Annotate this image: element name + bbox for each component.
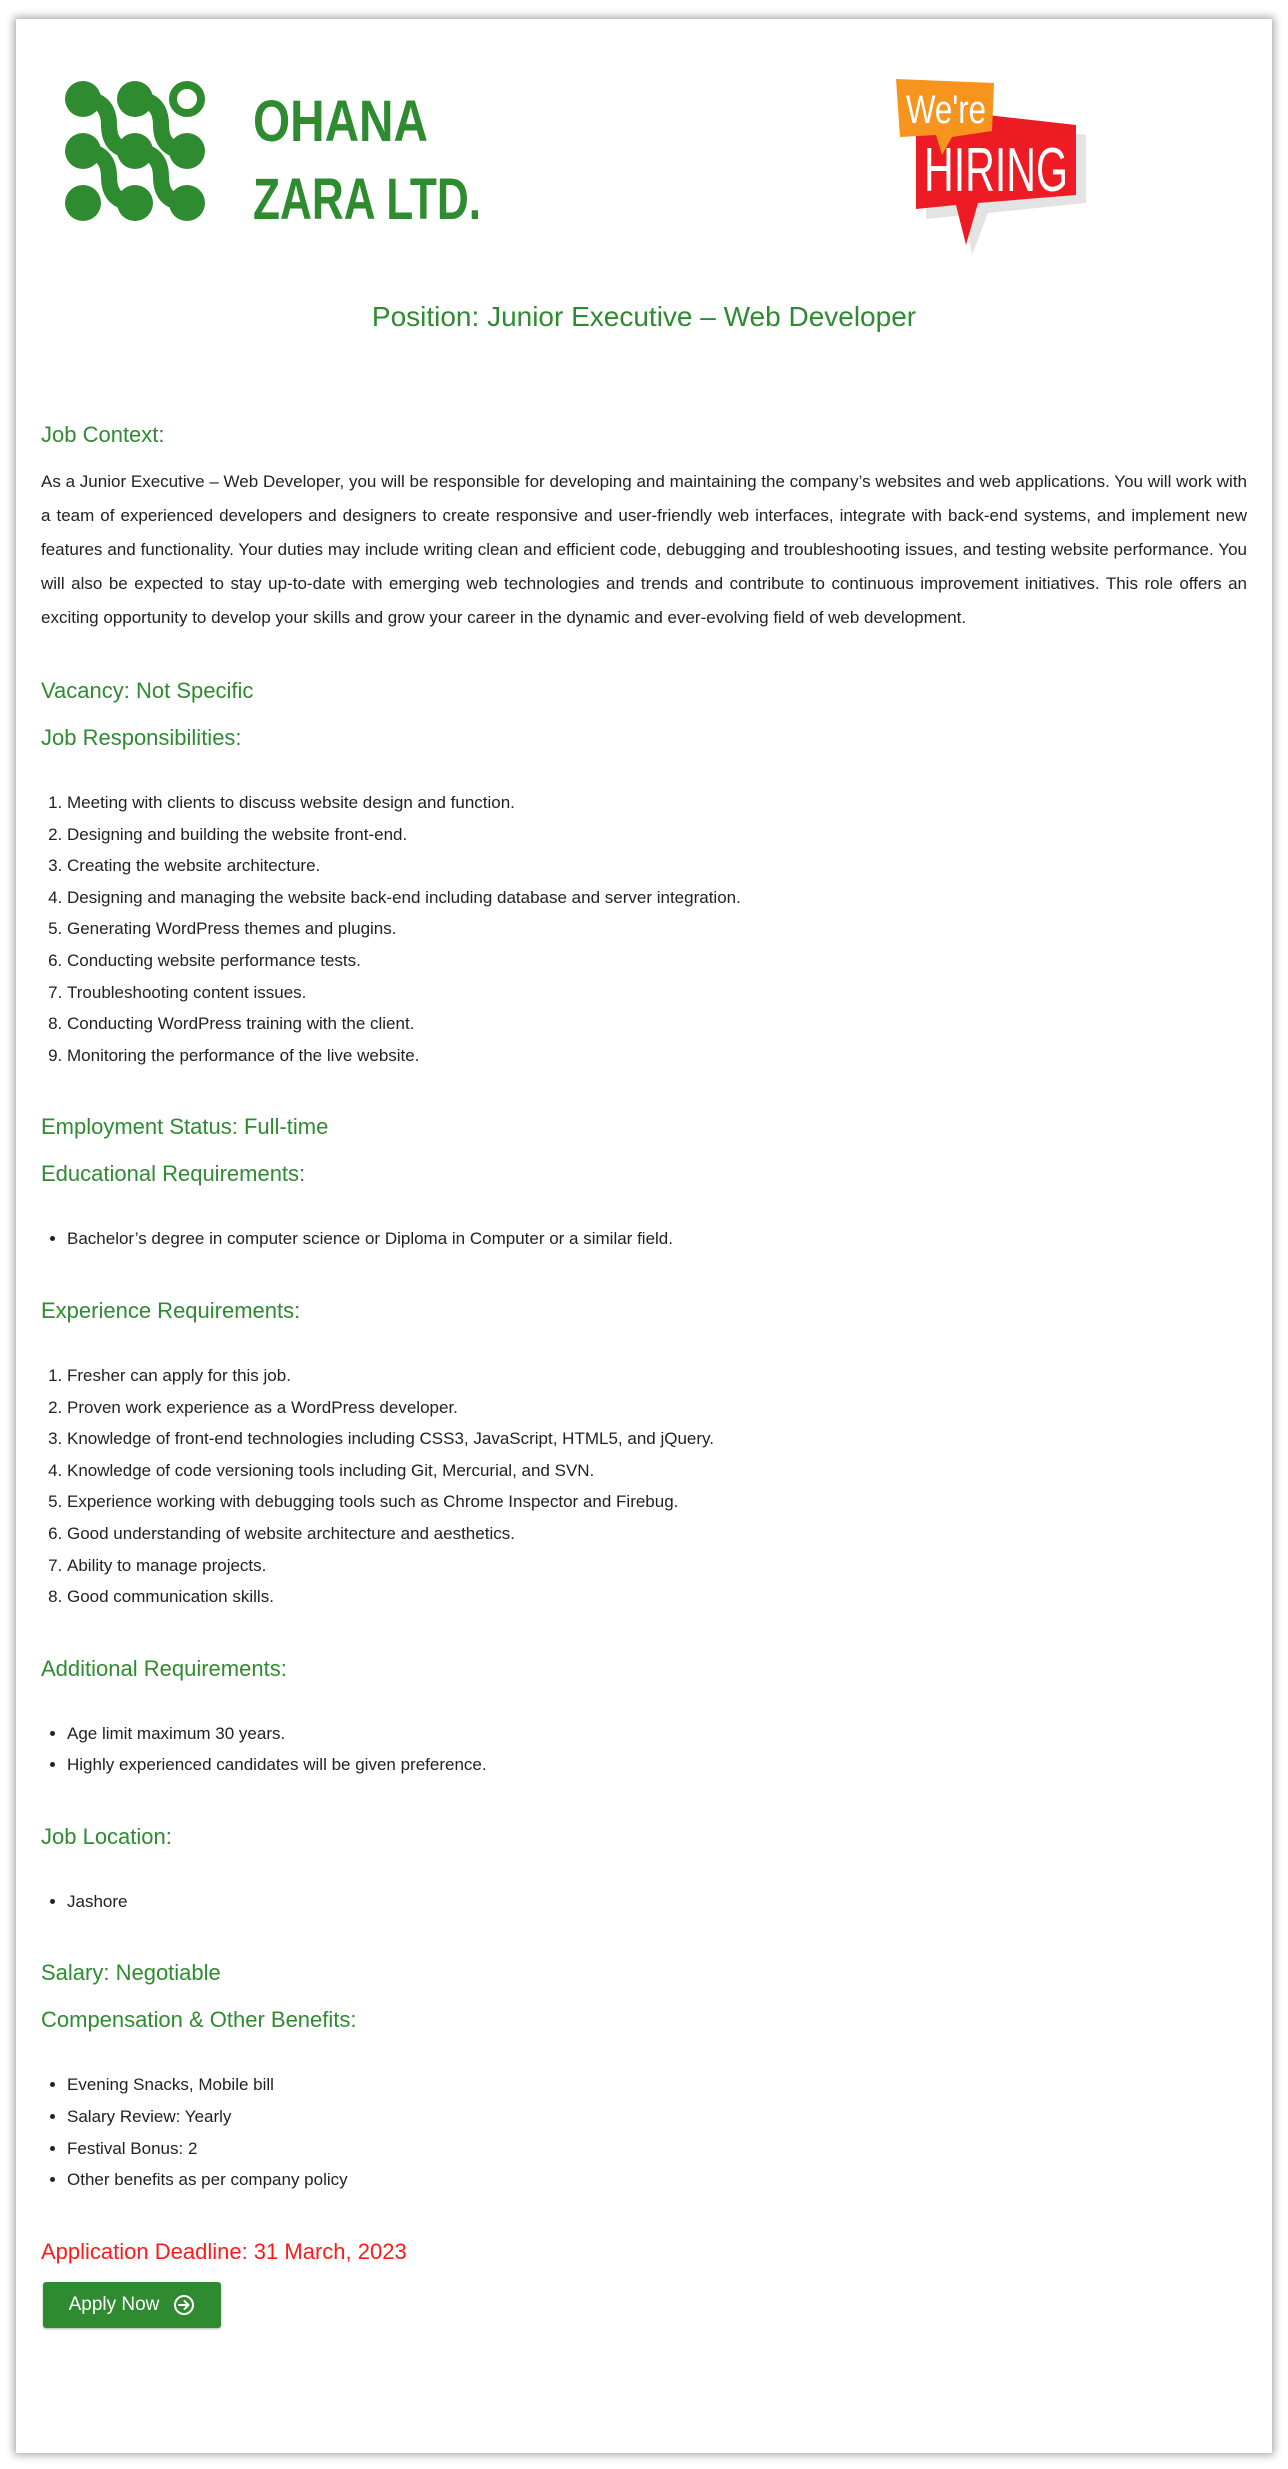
header	[16, 19, 1272, 259]
benefits-heading: Compensation & Other Benefits:	[41, 2007, 357, 2033]
list-item: 4. Designing and managing the website back-end including database and server integration.	[67, 882, 1247, 914]
location-section	[41, 1821, 1247, 1918]
job-context-text: As a Junior Executive – Web Developer, you will be responsible for developing and maintaining the company’s websites and web applications. You will work with a team of experienced developers and designers to create responsive and user-friendly web interfaces, integrate with back-end systems, and implement new features and functionality. Your duties may include writing clean and efficient code, debugging and troubleshooting issues, and testing website performance. You will also be expected to stay up-to-date with emerging web technologies and trends and contribute to continuous improvement initiatives. This role offers an exciting opportunity to develop your skills and grow your career in the dynamic and ever-evolving field of web development.	[41, 472, 1247, 627]
additional-section	[41, 1653, 1247, 1781]
list-item: • Evening Snacks, Mobile bill	[67, 2069, 1247, 2101]
experience-section	[41, 1295, 1247, 1613]
list-item: 3. Creating the website architecture.	[67, 850, 1247, 882]
apply-now-button[interactable]	[43, 2282, 221, 2328]
job-context-section	[41, 419, 1247, 635]
vacancy-heading: Vacancy: Not Specific	[41, 678, 254, 703]
logo-mark-icon	[63, 81, 483, 251]
list-item: 1. Meeting with clients to discuss website design and function.	[67, 787, 1247, 819]
list-item: • Jashore	[67, 1886, 1247, 1918]
list-item: • Festival Bonus: 2	[67, 2133, 1247, 2165]
employment-status-heading: Employment Status: Full-time	[41, 1114, 329, 1140]
company-logo	[63, 81, 483, 251]
list-item: 4. Knowledge of code versioning tools including Git, Mercurial, and SVN.	[67, 1455, 1247, 1487]
list-item: • Salary Review: Yearly	[67, 2101, 1247, 2133]
list-item: • Bachelor’s degree in computer science or Diploma in Computer or a similar field.	[67, 1223, 1247, 1255]
position-title: Position: Junior Executive – Web Developer	[371, 301, 917, 332]
benefits-section	[41, 2004, 1247, 2195]
hiring-badge-line1: We're	[906, 88, 986, 132]
list-item: 9. Monitoring the performance of the live website.	[67, 1040, 1247, 1072]
arrow-circle-right-icon	[173, 2294, 195, 2316]
responsibilities-list	[41, 787, 1247, 1071]
company-name-line2: ZARA LTD.	[253, 167, 481, 232]
application-deadline: Application Deadline: 31 March, 2023	[41, 2238, 407, 2264]
list-item: 5. Experience working with debugging tools such as Chrome Inspector and Firebug.	[67, 1486, 1247, 1518]
list-item: 8. Conducting WordPress training with the client.	[67, 1008, 1247, 1040]
list-item: 2. Designing and building the website front-end.	[67, 819, 1247, 851]
list-item: • Highly experienced candidates will be given preference.	[67, 1749, 1247, 1781]
job-post-card	[16, 19, 1272, 2453]
benefits-list	[41, 2069, 1247, 2195]
additional-list	[41, 1718, 1247, 1781]
location-heading: Job Location:	[41, 1823, 172, 1849]
company-name-line1: OHANA	[253, 89, 428, 154]
responsibilities-section	[41, 722, 1247, 1071]
salary-heading: Salary: Negotiable	[41, 1960, 221, 1986]
hiring-badge-line2: HIRING	[924, 136, 1068, 205]
job-context-heading: Job Context:	[41, 422, 165, 447]
list-item: • Age limit maximum 30 years.	[67, 1718, 1247, 1750]
education-list	[41, 1223, 1247, 1255]
list-item: • Other benefits as per company policy	[67, 2164, 1247, 2196]
education-heading: Educational Requirements:	[41, 1161, 306, 1187]
list-item: 5. Generating WordPress themes and plugins.	[67, 913, 1247, 945]
apply-now-label: Apply Now	[68, 2293, 160, 2315]
additional-heading: Additional Requirements:	[41, 1655, 287, 1681]
list-item: 2. Proven work experience as a WordPress developer.	[67, 1392, 1247, 1424]
list-item: 3. Knowledge of front-end technologies including CSS3, JavaScript, HTML5, and jQuery.	[67, 1423, 1247, 1455]
responsibilities-heading: Job Responsibilities:	[41, 725, 242, 750]
list-item: 7. Troubleshooting content issues.	[67, 977, 1247, 1009]
experience-list	[41, 1360, 1247, 1613]
location-list	[41, 1886, 1247, 1918]
list-item: 8. Good communication skills.	[67, 1581, 1247, 1613]
hiring-badge	[896, 79, 1106, 269]
list-item: 6. Good understanding of website architecture and aesthetics.	[67, 1518, 1247, 1550]
list-item: 6. Conducting website performance tests.	[67, 945, 1247, 977]
experience-heading: Experience Requirements:	[41, 1297, 301, 1323]
education-section	[41, 1158, 1247, 1255]
hiring-banner-icon	[896, 79, 1106, 269]
list-item: 1. Fresher can apply for this job.	[67, 1360, 1247, 1392]
list-item: 7. Ability to manage projects.	[67, 1550, 1247, 1582]
job-details	[41, 419, 1247, 2328]
